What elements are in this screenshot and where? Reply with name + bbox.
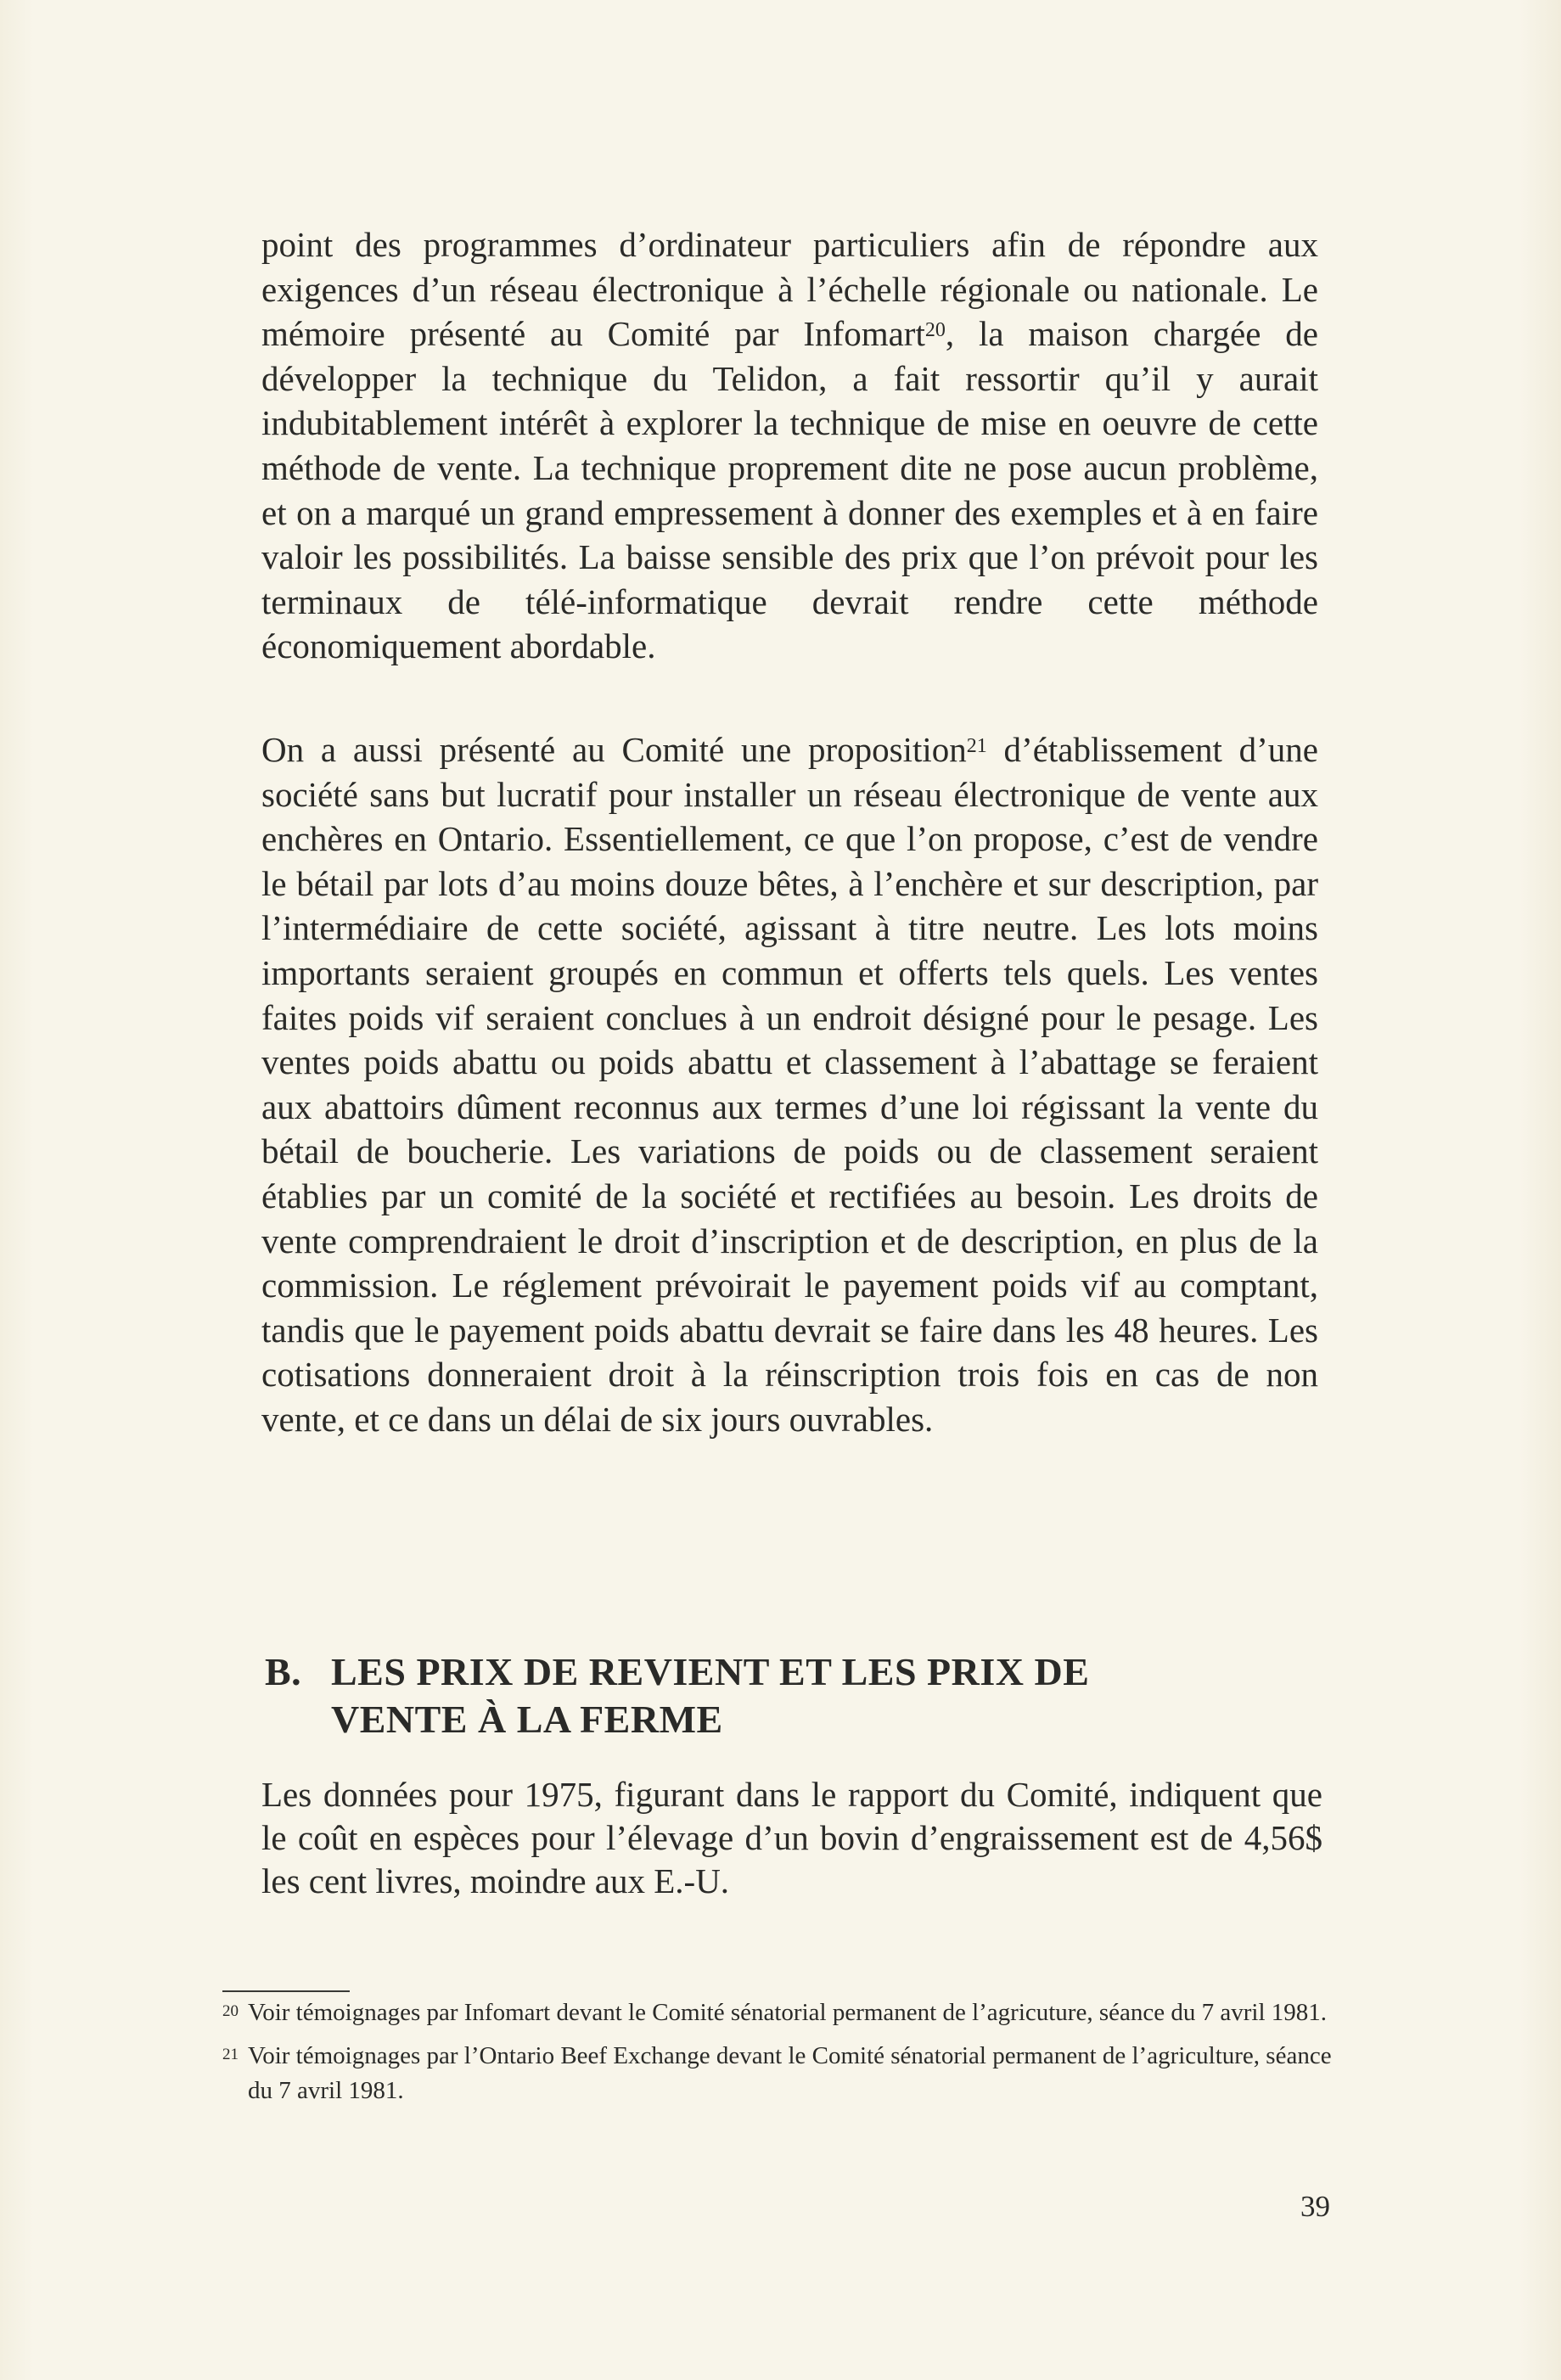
footnote-divider <box>222 1990 350 1992</box>
paragraph-text: d’établissement d’une société sans but lucratif pour installer un réseau électronique de vente aux enchères en Ontario. Essentiellement, ce que l’on propose, c’est de vendre le bétail par lots d’au moins douze bêtes, à l’enchère et sur description, par l’intermédiaire de cette société, agissant à titre neutre. Les lots moins importants seraient groupés en commun et offerts tels quels. Les ventes faites poids vif seraient conclues à un endroit désigné pour le pesage. Les ventes poids abattu ou poids abattu et classement à l’abattage se feraient aux abattoirs dûment reconnus aux termes d’une loi régissant la vente du bétail de boucherie. Les variations de poids ou de classement seraient établies par un comité de la société et rectifiées au besoin. Les droits de vente comprendraient le droit d’inscription et de description, en plus de la commission. Le réglement prévoirait le payement poids vif au comptant, tandis que le payement poids abattu devrait se faire dans les 48 heures. Les cotisations donneraient droit à la réinscription trois fois en cas de non vente, et ce dans un délai de six jours ouvrables. <box>261 730 1318 1439</box>
paragraph-text: On a aussi présenté au Comité une proposition <box>261 730 967 769</box>
paragraph-text: , la maison chargée de développer la technique du Telidon, a fait ressortir qu’il y aurait indubitablement intérêt à explorer la technique de mise en oeuvre de cette méthode de vente. La technique proprement dite ne pose aucun problème, et on a marqué un grand empressement à donner des exemples et à en faire valoir les possibilités. La baisse sensible des prix que l’on prévoit pour les terminaux de télé-informatique devrait rendre cette méthode économiquement abordable. <box>261 314 1318 666</box>
footnote-text: Voir témoignages par Infomart devant le Comité sénatorial permanent de l’agricuture, séance du 7 avril 1981. <box>248 1999 1328 2026</box>
footnote-reference-21: 21 <box>966 735 987 757</box>
footnotes <box>222 1995 1334 2117</box>
footnote-text: Voir témoignages par l’Ontario Beef Exchange devant le Comité sénatorial permanent de l’agriculture, séance du 7 avril 1981. <box>248 2042 1332 2104</box>
body-paragraph-1 <box>261 222 1318 669</box>
footnote-21 <box>222 2039 1334 2108</box>
body-paragraph-2 <box>261 727 1318 1442</box>
section-number: B. <box>265 1650 302 1693</box>
section-title-line-1: LES PRIX DE REVIENT ET LES PRIX DE <box>331 1650 1090 1693</box>
page-number: 39 <box>1300 2190 1330 2223</box>
section-heading <box>265 1648 1326 1743</box>
section-title-line-2: VENTE À LA FERME <box>331 1698 723 1741</box>
footnote-reference-20: 20 <box>924 319 946 342</box>
section-paragraph: Les données pour 1975, figurant dans le rapport du Comité, indiquent que le coût en espèces pour l’élevage d’un bovin d’engraissement est de 4,56$ les cent livres, moindre aux E.-U. <box>261 1775 1322 1900</box>
footnote-20 <box>222 1995 1334 2030</box>
paragraph-text: point des programmes d’ordinateur particuliers afin de répondre aux exigences d’un réseau électronique à l’échelle régionale ou nationale. Le mémoire présenté au Comité par Infomart <box>261 225 1318 354</box>
footnote-mark: 20 <box>222 2002 239 2020</box>
footnote-mark: 21 <box>222 2046 239 2063</box>
